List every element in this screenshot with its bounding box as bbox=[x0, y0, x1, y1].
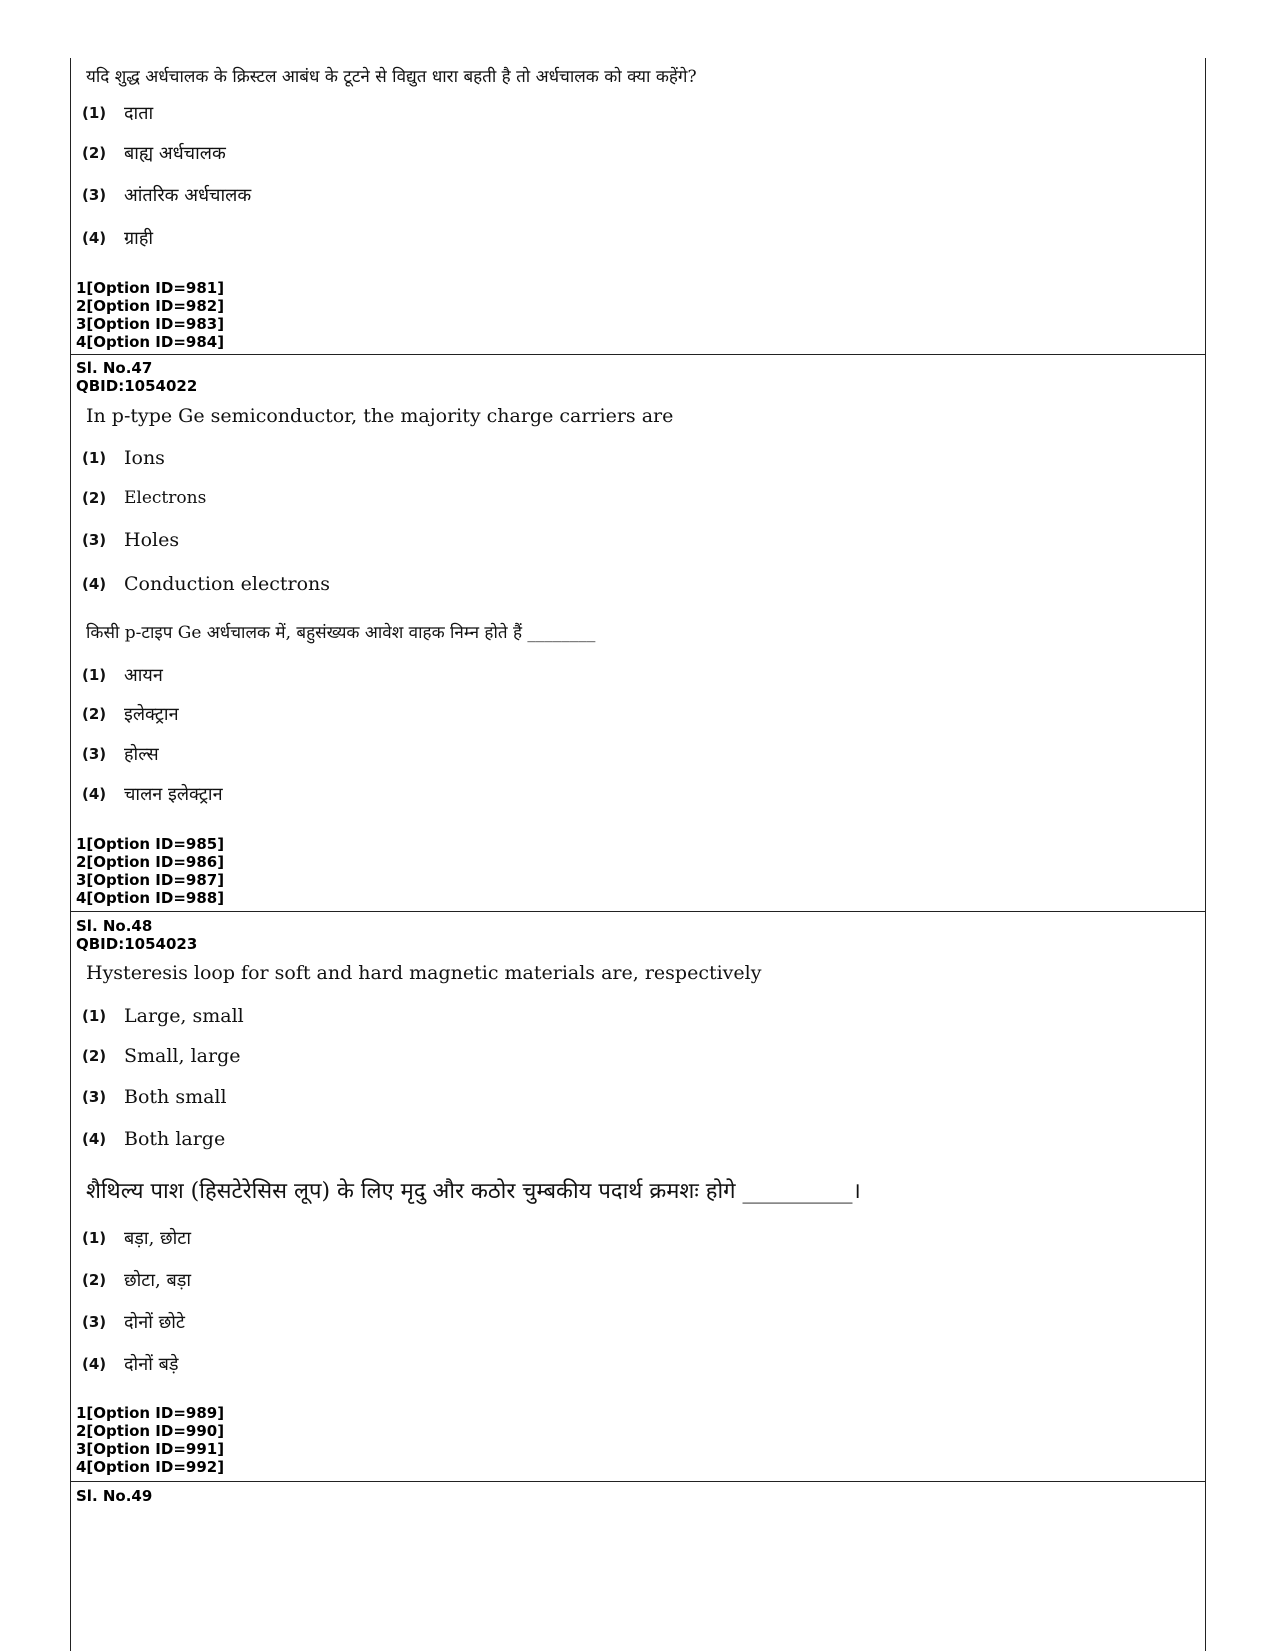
option-id-line: 4[Option ID=992] bbox=[76, 1458, 225, 1476]
option-id-line: 3[Option ID=987] bbox=[76, 871, 225, 889]
q47-option-1: (1) Ions bbox=[82, 447, 165, 469]
q48-header bbox=[76, 917, 197, 953]
option-id-line: 3[Option ID=983] bbox=[76, 315, 225, 333]
question-48-text: Hysteresis loop for soft and hard magnetic materials are, respectively bbox=[86, 962, 762, 984]
q48-option-1: (1) Large, small bbox=[82, 1005, 244, 1027]
row-divider bbox=[70, 911, 1206, 912]
option-id-line: 4[Option ID=988] bbox=[76, 889, 225, 907]
q48-hindi-option-3: (3) दोनों छोटे bbox=[82, 1312, 185, 1333]
q48-option-ids bbox=[76, 1404, 224, 1476]
serial-number: Sl. No.47 bbox=[76, 359, 153, 377]
q46-hindi-option-3: (3) आंतरिक अर्धचालक bbox=[82, 185, 252, 206]
q48-option-2: (2) Small, large bbox=[82, 1045, 241, 1067]
question-46-hindi-text: यदि शुद्ध अर्धचालक के क्रिस्टल आबंध के टूटने से विद्युत धारा बहती है तो अर्धचालक को क्या कहेंगे? bbox=[86, 67, 697, 87]
q47-hindi-option-4: (4) चालन इलेक्ट्रान bbox=[82, 784, 223, 805]
q48-hindi-option-1: (1) बड़ा, छोटा bbox=[82, 1228, 192, 1249]
q49-header bbox=[76, 1487, 152, 1505]
question-47-hindi-text: किसी p-टाइप Ge अर्धचालक में, बहुसंख्यक आवेश वाहक निम्न होते हैं ________ bbox=[86, 623, 596, 643]
row-divider bbox=[70, 1481, 1206, 1482]
question-47-text: In p-type Ge semiconductor, the majority charge carriers are bbox=[86, 405, 674, 427]
q46-hindi-option-4: (4) ग्राही bbox=[82, 228, 154, 249]
q47-option-4: (4) Conduction electrons bbox=[82, 573, 331, 595]
option-id-line: 2[Option ID=982] bbox=[76, 297, 225, 315]
serial-number: Sl. No.49 bbox=[76, 1487, 153, 1505]
q47-hindi-option-3: (3) होल्स bbox=[82, 744, 159, 765]
q47-option-ids bbox=[76, 835, 224, 907]
option-id-line: 4[Option ID=984] bbox=[76, 333, 225, 351]
q48-hindi-option-2: (2) छोटा, बड़ा bbox=[82, 1270, 192, 1291]
question-table-frame bbox=[70, 58, 1206, 1651]
option-id-line: 2[Option ID=986] bbox=[76, 853, 225, 871]
q47-option-2: (2) Electrons bbox=[82, 488, 207, 508]
q47-header bbox=[76, 359, 197, 395]
serial-number: Sl. No.48 bbox=[76, 917, 153, 935]
q46-hindi-option-2: (2) बाह्य अर्धचालक bbox=[82, 143, 226, 164]
q47-hindi-option-1: (1) आयन bbox=[82, 665, 163, 686]
q47-hindi-option-2: (2) इलेक्ट्रान bbox=[82, 704, 179, 725]
row-divider bbox=[70, 354, 1206, 355]
q48-option-3: (3) Both small bbox=[82, 1086, 227, 1108]
option-id-line: 2[Option ID=990] bbox=[76, 1422, 225, 1440]
option-id-line: 1[Option ID=985] bbox=[76, 835, 225, 853]
qbid: QBID:1054022 bbox=[76, 377, 198, 395]
option-id-line: 1[Option ID=981] bbox=[76, 279, 225, 297]
option-id-line: 1[Option ID=989] bbox=[76, 1404, 225, 1422]
option-id-line: 3[Option ID=991] bbox=[76, 1440, 225, 1458]
q48-hindi-option-4: (4) दोनों बड़े bbox=[82, 1354, 179, 1375]
qbid: QBID:1054023 bbox=[76, 935, 198, 953]
q48-option-4: (4) Both large bbox=[82, 1128, 226, 1150]
question-48-hindi-text: शैथिल्य पाश (हिसटेरेसिस लूप) के लिए मृदु और कठोर चुम्बकीय पदार्थ क्रमशः होगे __________। bbox=[86, 1179, 861, 1204]
q47-option-3: (3) Holes bbox=[82, 529, 180, 551]
q46-hindi-option-1: (1) दाता bbox=[82, 103, 154, 124]
q46-option-ids bbox=[76, 279, 224, 351]
